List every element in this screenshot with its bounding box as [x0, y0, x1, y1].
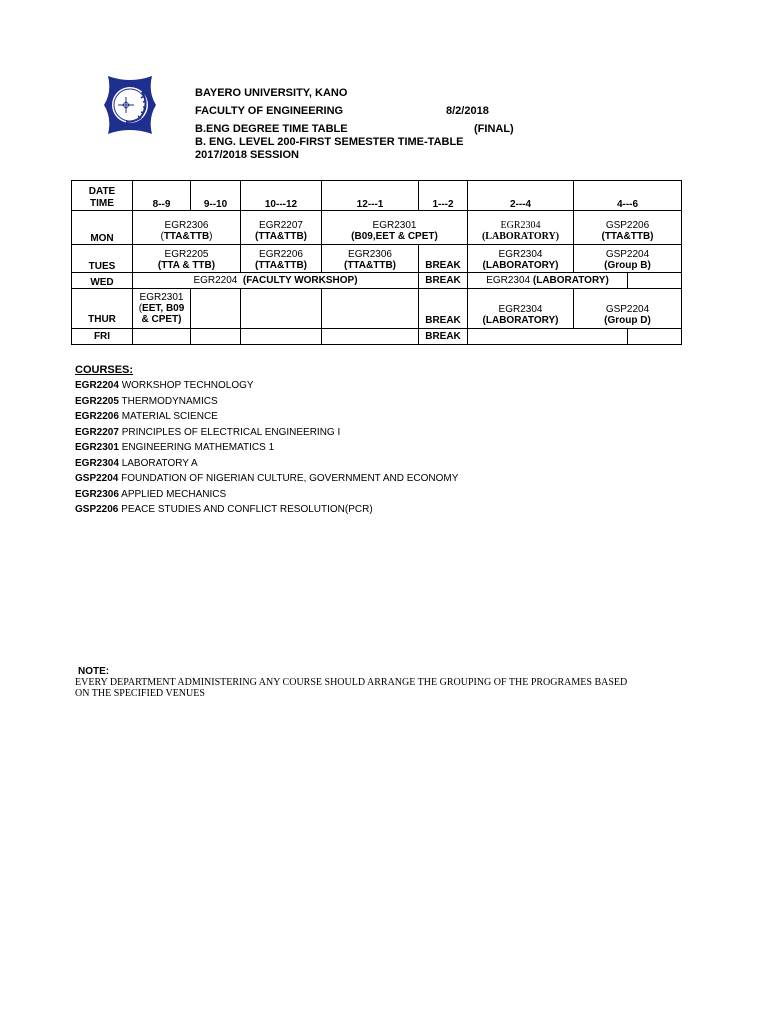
course-code: EGR2304 [75, 457, 119, 469]
timetable-cell [241, 245, 322, 273]
course-group: (TTA&TTB) [254, 260, 308, 271]
course-group: (LABORATORY) [481, 231, 560, 242]
session-title: 2017/2018 SESSION [195, 149, 299, 161]
timetable-cell [574, 245, 682, 273]
course-code: EGR2204 [75, 380, 119, 391]
course-code: GSP2204 [605, 249, 650, 260]
empty-cell [322, 329, 419, 345]
course-code: EGR2301 [75, 442, 119, 453]
course-group: (Group B) [604, 260, 651, 271]
course-name: PRINCIPLES OF ELECTRICAL ENGINEERING I [121, 426, 341, 438]
course-group: (LABORATORY) [482, 260, 559, 271]
course-code: GSP2204 [605, 304, 650, 315]
day-label: THUR [72, 289, 133, 329]
break-cell: BREAK [419, 289, 468, 329]
course-group: (B09,EET & CPET) [351, 231, 438, 242]
course-code: EGR2306 [348, 249, 392, 260]
break-cell: BREAK [419, 273, 468, 289]
course-group: (LABORATORY) [532, 275, 609, 286]
course-code: GSP2206 [605, 220, 650, 231]
empty-cell [628, 329, 682, 345]
empty-cell [628, 273, 682, 289]
course-name: LABORATORY A [121, 457, 198, 469]
course-code: EGR2207 [259, 220, 303, 231]
list-item [75, 471, 458, 487]
timetable-cell: EGR2306 (TTA&TTB) [133, 211, 241, 245]
list-item [75, 440, 458, 456]
timetable-cell [574, 289, 682, 329]
course-code: EGR2207 [75, 426, 119, 438]
timetable-cell [133, 245, 241, 273]
timetable-cell: EGR2301 (EET, B09 & CPET) [133, 289, 191, 329]
date-time-cell [72, 181, 133, 211]
courses-title: COURSES: [75, 364, 134, 376]
course-name: THERMODYNAMICS [121, 395, 218, 407]
course-code: EGR2306 [75, 488, 119, 500]
list-item [75, 409, 458, 425]
day-label: WED [72, 273, 133, 289]
break-cell: BREAK [419, 329, 468, 345]
table-row [72, 273, 682, 289]
empty-cell [191, 329, 241, 345]
course-group: EET, B09 [142, 303, 185, 314]
list-item [75, 456, 458, 472]
empty-cell [322, 289, 419, 329]
table-row [72, 329, 682, 345]
day-label: MON [72, 211, 133, 245]
course-code: EGR2206 [259, 249, 303, 260]
course-code: EGR2304 [486, 275, 531, 286]
university-name: BAYERO UNIVERSITY, KANO [195, 87, 348, 99]
faculty-name: FACULTY OF ENGINEERING [195, 105, 344, 117]
course-group: & CPET) [141, 314, 182, 325]
date-label: DATE [88, 186, 116, 197]
course-group: (TTA&TTB) [254, 231, 308, 242]
course-code: EGR2204 [193, 275, 238, 286]
slot-header: 1---2 [419, 181, 468, 211]
timetable-cell [322, 211, 468, 245]
timetable-cell [241, 211, 322, 245]
course-group: (TTA & TTB) [157, 260, 216, 271]
level-title: B. ENG. LEVEL 200-FIRST SEMESTER TIME-TABLE [195, 136, 464, 148]
course-code: EGR2304 [498, 304, 543, 315]
course-group: (TTA&TTB) [343, 260, 397, 271]
break-cell: BREAK [419, 245, 468, 273]
empty-cell [133, 329, 191, 345]
course-code: EGR2301 [139, 292, 184, 303]
course-name: APPLIED MECHANICS [121, 488, 227, 500]
course-code: EGR2205 [75, 395, 119, 407]
document-date: 8/2/2018 [446, 105, 489, 117]
slot-header: 9--10 [191, 181, 241, 211]
timetable-cell [133, 273, 419, 289]
course-name: FOUNDATION OF NIGERIAN CULTURE, GOVERNMENT AND ECONOMY [121, 473, 459, 484]
course-code: EGR2205 [164, 249, 209, 260]
timetable-cell [468, 289, 574, 329]
note-title: NOTE: [78, 666, 110, 677]
degree-title: B.ENG DEGREE TIME TABLE [195, 123, 348, 135]
table-row [72, 211, 682, 245]
timetable-cell [468, 211, 574, 245]
course-name: WORKSHOP TECHNOLOGY [121, 380, 254, 391]
course-group: (FACULTY WORKSHOP) [242, 275, 358, 286]
status-label: (FINAL) [474, 123, 514, 135]
table-row [72, 245, 682, 273]
course-name: PEACE STUDIES AND CONFLICT RESOLUTION(PCR) [121, 504, 373, 515]
time-label: TIME [90, 198, 114, 209]
list-item [75, 378, 458, 394]
header-row [72, 181, 682, 211]
course-group: (TTA&TTB) [601, 231, 654, 242]
slot-header: 2---4 [468, 181, 574, 211]
timetable-cell [468, 273, 628, 289]
day-label: FRI [72, 329, 133, 345]
course-code: GSP2206 [75, 504, 119, 515]
slot-header: 8--9 [133, 181, 191, 211]
note-section [75, 666, 627, 699]
slot-header: 4---6 [574, 181, 682, 211]
table-row [72, 289, 682, 329]
course-group: TTA&TTB [163, 231, 210, 242]
course-code: EGR2304 [498, 249, 543, 260]
list-item [75, 487, 458, 503]
course-name: MATERIAL SCIENCE [121, 411, 218, 422]
course-name: ENGINEERING MATHEMATICS 1 [121, 442, 275, 453]
empty-cell [241, 289, 322, 329]
note-line: EVERY DEPARTMENT ADMINISTERING ANY COURSE SHOULD ARRANGE THE GROUPING OF THE PROGRAMES BASED [75, 677, 628, 688]
empty-cell [241, 329, 322, 345]
slot-header: 12---1 [322, 181, 419, 211]
university-logo [98, 72, 162, 138]
empty-cell [468, 329, 628, 345]
note-line: ON THE SPECIFIED VENUES [75, 688, 205, 699]
timetable-cell [574, 211, 682, 245]
list-item [75, 425, 458, 441]
day-label: TUES [72, 245, 133, 273]
course-code: EGR2301 [372, 220, 417, 231]
timetable [71, 180, 682, 345]
course-group: (LABORATORY) [482, 315, 559, 326]
courses-section [75, 363, 458, 518]
course-code: EGR2306 [164, 220, 209, 231]
timetable-cell [322, 245, 419, 273]
timetable-cell [468, 245, 574, 273]
course-code: EGR2304 [500, 220, 541, 231]
list-item [75, 502, 458, 518]
course-code: GSP2204 [75, 473, 119, 484]
list-item [75, 394, 458, 410]
slot-header: 10---12 [241, 181, 322, 211]
course-group: (Group D) [604, 315, 651, 326]
empty-cell [191, 289, 241, 329]
course-code: EGR2206 [75, 411, 119, 422]
